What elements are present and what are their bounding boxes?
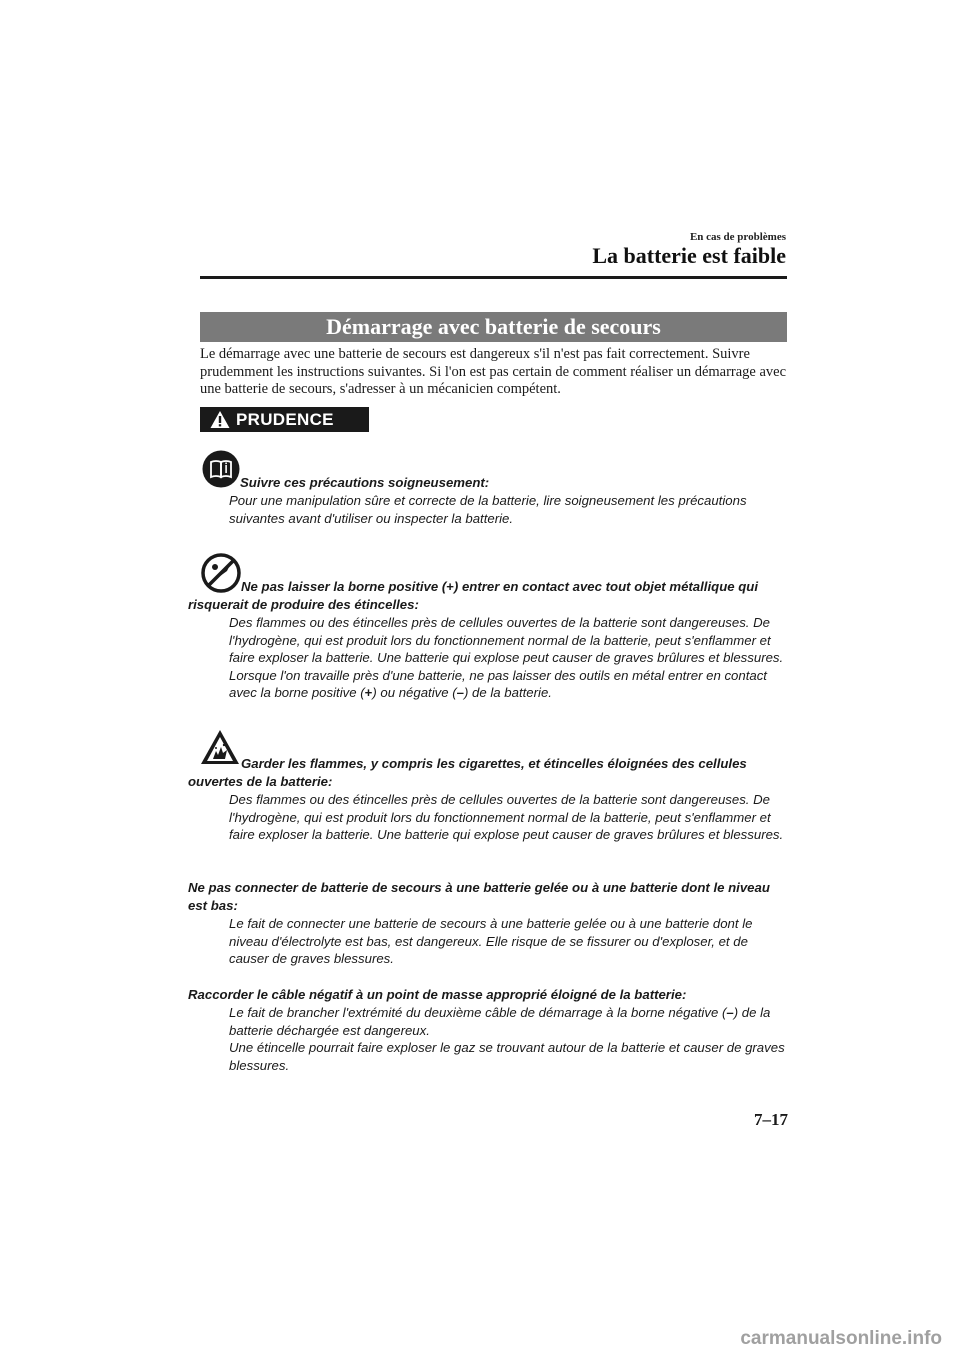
item1-body: Pour une manipulation sûre et correcte de la batterie, lire soigneusement les précautions suivantes avant d'utiliser ou inspecter la batterie. — [229, 493, 747, 526]
item4-heading: Ne pas connecter de batterie de secours à une batterie gelée ou à une batterie dont le niveau est bas: — [188, 880, 770, 913]
caution-label: PRUDENCE — [236, 410, 334, 429]
plus-symbol: + — [446, 579, 454, 594]
item2-heading-part: ) entrer en contact avec tout objet métallique qui risquerait de produire des étincelles: — [188, 579, 759, 612]
item3-heading: Garder les flammes, y compris les cigarettes, et étincelles éloignées des cellules ouvertes de la batterie: — [188, 756, 747, 789]
minus-symbol: – — [456, 685, 464, 700]
minus-symbol: – — [726, 1005, 734, 1020]
watermark: carmanualsonline.info — [740, 1328, 942, 1349]
item5-heading: Raccorder le câble négatif à un point de masse approprié éloigné de la batterie: — [188, 987, 687, 1002]
section-intro: Le démarrage avec une batterie de secours est dangereux s'il n'est pas fait correctement. Suivre prudemment les instructions suivantes. Si l'on est pas certain de comment réaliser un démarrage avec une batterie de secours, s'adresser à un mécanicien compétent. — [200, 346, 787, 397]
page-number: 7–17 — [754, 1110, 788, 1129]
item5-body-part: ) de la batterie déchargée est dangereux. — [229, 1005, 771, 1038]
caution-banner — [200, 407, 369, 432]
item5-body-part: Le fait de brancher l'extrémité du deuxième câble de démarrage à la borne négative ( — [229, 1005, 727, 1020]
item5-body-part: Une étincelle pourrait faire exploser le gaz se trouvant autour de la batterie et causer de graves blessures. — [229, 1040, 785, 1073]
page-title: La batterie est faible — [592, 243, 786, 268]
plus-symbol: + — [364, 685, 373, 700]
header-divider — [200, 276, 787, 279]
warning-triangle-icon — [210, 410, 230, 429]
chapter-label: En cas de problèmes — [689, 231, 786, 243]
item3-body: Des flammes ou des étincelles près de cellules ouvertes de la batterie sont dangereuses. De l'hydrogène, qui est produit lors du fonctionnement normal de la batterie, peut s'enflammer et faire exploser la batterie. Une batterie qui explose peut causer de graves brûlures et blessures. — [229, 792, 784, 842]
section-title: Démarrage avec batterie de secours — [200, 312, 787, 342]
item2-body-part: ) de la batterie. — [463, 685, 552, 700]
item2-heading — [188, 578, 788, 613]
item1-heading: Suivre ces précautions soigneusement: — [240, 475, 490, 490]
manual-book-icon — [202, 450, 240, 488]
item4-body: Le fait de connecter une batterie de secours à une batterie gelée ou à une batterie dont le niveau d'électrolyte est bas, est dangereux. Elle risque de se fissurer ou d'exploser, et de causer de graves blessures. — [229, 916, 753, 966]
item5-body — [229, 1004, 789, 1074]
item2-body-part: ) ou négative ( — [372, 685, 457, 700]
item2-body-part: Des flammes ou des étincelles près de cellules ouvertes de la batterie sont dangereuses. De l'hydrogène, qui est produit lors du fonctionnement normal de la batterie, peut s'enflammer et faire exploser la batterie. Une batterie qui explose peut causer de graves brûlures et blessures. Lorsque l'on travaille près d'une batterie, ne pas laisser des outils en métal entrer en contact avec la borne positive ( — [229, 615, 784, 700]
item2-heading-part: Ne pas laisser la borne positive ( — [241, 579, 447, 594]
item2-body — [229, 614, 789, 702]
